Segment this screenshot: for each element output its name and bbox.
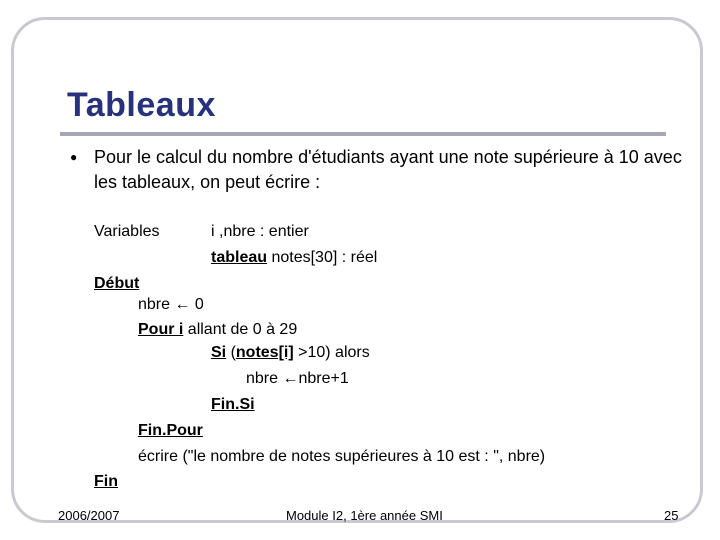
- keyword-finsi: Fin.Si: [211, 396, 255, 413]
- keyword-debut: Début: [94, 275, 140, 292]
- keyword-pour: Pour i: [138, 321, 184, 338]
- pour-rest: allant de 0 à 29: [183, 321, 298, 338]
- var-declaration-line1: i ,nbre : entier: [211, 223, 309, 240]
- keyword-fin: Fin: [94, 473, 118, 490]
- code-line-increment: nbre ←nbre+1: [246, 370, 349, 387]
- footer-page-number: 25: [664, 508, 679, 523]
- footer-date: 2006/2007: [58, 508, 120, 523]
- bullet-icon: ●: [70, 150, 78, 164]
- code-line-ecrire: écrire ("le nombre de notes supérieures à 10 est : ", nbre): [138, 448, 546, 465]
- si-rest: >10) alors: [293, 344, 370, 361]
- title-divider: [60, 132, 666, 136]
- keyword-si: Si: [211, 344, 227, 361]
- code-line-pour: [138, 320, 297, 340]
- keyword-finpour: Fin.Pour: [138, 422, 203, 439]
- si-open: (: [226, 344, 236, 361]
- var-line2-rest: notes[30] : réel: [267, 249, 378, 266]
- si-variable: notes[i]: [235, 344, 294, 361]
- slide-title: Tableaux: [67, 86, 216, 124]
- code-line-si: [211, 343, 370, 363]
- bullet-text: Pour le calcul du nombre d'étudiants ayant une note supérieure à 10 avec les tableaux, on peut écrire :: [94, 147, 682, 192]
- footer-center: Module I2, 1ère année SMI: [286, 508, 443, 523]
- keyword-tableau: tableau: [211, 249, 268, 266]
- var-declaration-line2: [211, 248, 377, 268]
- code-line-nbre-init: nbre ← 0: [138, 296, 204, 313]
- variables-label: Variables: [94, 223, 160, 240]
